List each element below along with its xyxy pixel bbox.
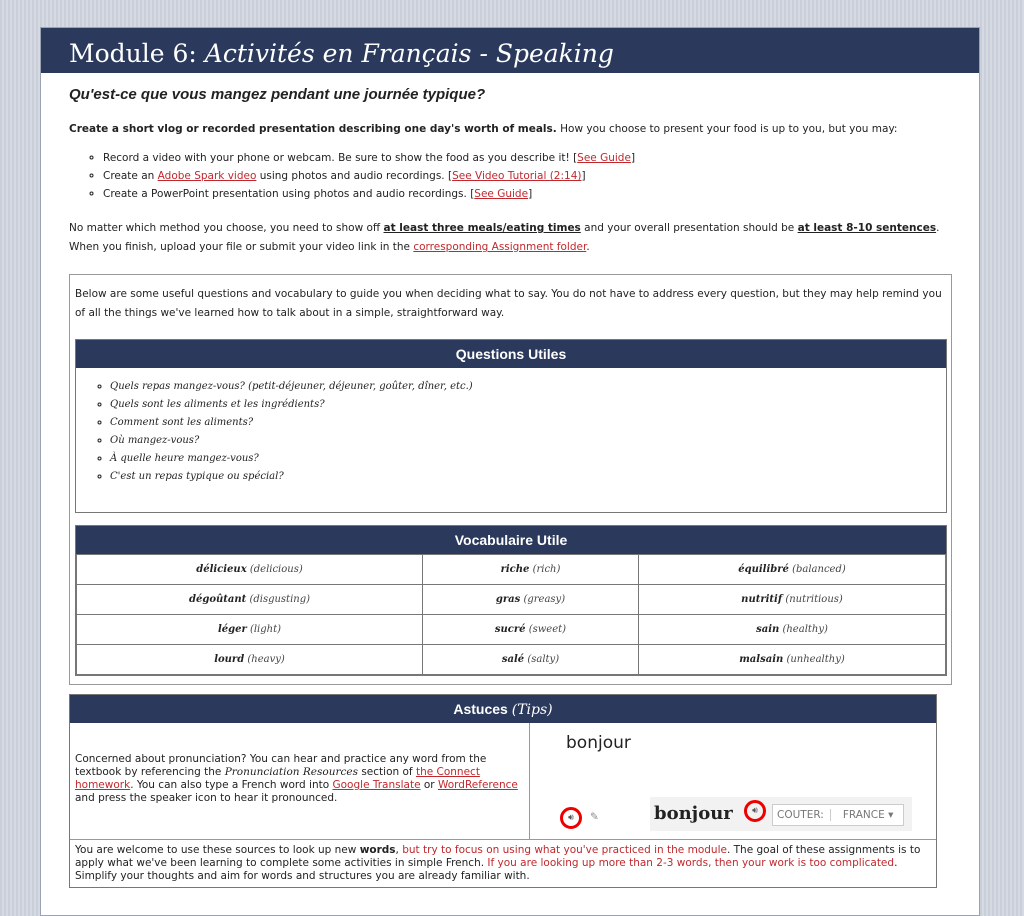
vocab-english: (healthy) (782, 624, 828, 635)
video-tutorial-link[interactable]: See Video Tutorial (2:14) (452, 170, 582, 182)
vocab-cell (77, 585, 423, 615)
pronunciation-tip: Concerned about pronunciation? You can hear and practice any word from the textbook by referencing the Pronunciation Resources section of the Connect homework. You can also type a French word into Google Translate or WordReference and press the speaker icon to hear it pronounced. (70, 723, 530, 839)
vocab-english: (light) (249, 624, 282, 635)
question-item: ◦ C'est un repas typique ou spécial? (110, 468, 946, 486)
vocab-french: lourd (214, 654, 245, 665)
vocab-cell (423, 555, 639, 585)
connect-homework-link[interactable]: the Connect homework (75, 766, 480, 791)
vocab-table (75, 525, 947, 676)
wr-word: bonjour (654, 803, 733, 824)
adobe-spark-link[interactable]: Adobe Spark video (157, 170, 257, 182)
usage-note: You are welcome to use these sources to look up new words, but try to focus on using what you've practiced in the module. The goal of these assignments is to apply what we've been learning to complete some activities in simple French. If you are looking up more than 2-3 words, then your work is too complicated. Simplify your thoughts and aim for words and structures you are already familiar with. (75, 844, 921, 882)
vocab-french: gras (495, 594, 521, 605)
question-item: ◦ À quelle heure mangez-vous? (110, 450, 946, 468)
list-item: ◦ Create a PowerPoint presentation using photos and audio recordings. [See Guide] (103, 185, 959, 203)
vocab-french: équilibré (738, 564, 789, 575)
title-plain: Module 6: (69, 39, 205, 68)
questions-list (76, 378, 946, 486)
requirements-text: No matter which method you choose, you need to show off at least three meals/eating times and your overall presentation should be at least 8-10 sentences. When you finish, upload your file or submit your video link in the corresponding Assignment folder. (69, 222, 940, 253)
translate-word: bonjour (566, 733, 631, 753)
vocab-cell (77, 645, 423, 675)
vocab-english: (delicious) (249, 564, 303, 575)
module-page (40, 27, 980, 916)
table-row (77, 645, 946, 675)
guide-text: Below are some useful questions and vocabulary to guide you when deciding what to say. You do not have to address every question, but they may help remind you of all the things we've learned how to talk about in a simple, straightforward way. (75, 288, 942, 319)
intro-bold: Create a short vlog or recorded presentation describing one day's worth of meals. (69, 123, 557, 135)
vocab-english: (greasy) (523, 594, 566, 605)
vocab-english: (rich) (532, 564, 561, 575)
speaker-icon[interactable]: 🔊︎ (744, 800, 766, 822)
vocab-cell (639, 645, 946, 675)
pronunciation-screenshots (530, 723, 936, 839)
pencil-icon[interactable]: ✎ (590, 811, 599, 823)
vocab-cell (423, 615, 639, 645)
speaker-icon[interactable]: 🔊︎ (560, 807, 582, 829)
intro-text (69, 120, 959, 139)
question-item: ◦ Où mangez-vous? (110, 432, 946, 450)
question-item: ◦ Quels repas mangez-vous? (petit-déjeuner, déjeuner, goûter, dîner, etc.) (110, 378, 946, 396)
vocab-french: délicieux (196, 564, 247, 575)
ecouter-select[interactable]: COUTER: FRANCE ▾ (772, 804, 904, 826)
vocab-cell (423, 585, 639, 615)
vocab-cell (77, 555, 423, 585)
vocab-english: (unhealthy) (786, 654, 845, 665)
activity-question: Qu'est-ce que vous mangez pendant une journée typique? (69, 86, 486, 103)
question-item: ◦ Quels sont les aliments et les ingrédients? (110, 396, 946, 414)
vocab-cell (77, 615, 423, 645)
vocab-english: (sweet) (528, 624, 567, 635)
see-guide-link[interactable]: See Guide (577, 152, 631, 164)
vocab-title: Vocabulaire Utile (76, 526, 946, 554)
vocab-french: dégoûtant (188, 594, 247, 605)
tips-table (69, 694, 937, 888)
vocab-cell (639, 615, 946, 645)
list-item: ◦ Create an Adobe Spark video using photos and audio recordings. [See Video Tutorial (2:14)] (103, 167, 959, 185)
vocab-french: sucré (494, 624, 526, 635)
vocab-french: sain (756, 624, 780, 635)
table-row (77, 555, 946, 585)
vocab-french: léger (217, 624, 247, 635)
vocab-french: riche (500, 564, 530, 575)
intro-rest: How you choose to present your food is up to you, but you may: (556, 123, 898, 135)
vocab-cell (423, 645, 639, 675)
list-item: ◦ Record a video with your phone or webcam. Be sure to show the food as you describe it! [See Guide] (103, 149, 959, 167)
vocab-english: (balanced) (792, 564, 846, 575)
vocab-english: (nutritious) (785, 594, 843, 605)
see-guide-link[interactable]: See Guide (474, 188, 529, 200)
google-translate-link[interactable]: Google Translate (332, 779, 421, 791)
vocab-english: (disgusting) (249, 594, 311, 605)
options-list (69, 149, 959, 203)
vocab-english: (salty) (527, 654, 560, 665)
wordreference-widget (650, 797, 912, 831)
table-row (77, 585, 946, 615)
vocab-english: (heavy) (247, 654, 285, 665)
questions-table (75, 339, 947, 513)
vocab-cell (639, 555, 946, 585)
vocab-french: malsain (739, 654, 784, 665)
question-item: ◦ Comment sont les aliments? (110, 414, 946, 432)
tips-title: Astuces (Tips) (70, 695, 936, 723)
questions-title: Questions Utiles (76, 340, 946, 368)
vocab-french: salé (501, 654, 525, 665)
guide-box (69, 274, 952, 685)
vocab-french: nutritif (741, 594, 783, 605)
page-header (41, 28, 979, 73)
table-row (77, 615, 946, 645)
wordreference-link[interactable]: WordReference (437, 779, 518, 791)
assignment-folder-link[interactable]: corresponding Assignment folder (413, 241, 587, 253)
vocab-cell (639, 585, 946, 615)
title-italic: Activités en Français - Speaking (204, 39, 614, 68)
